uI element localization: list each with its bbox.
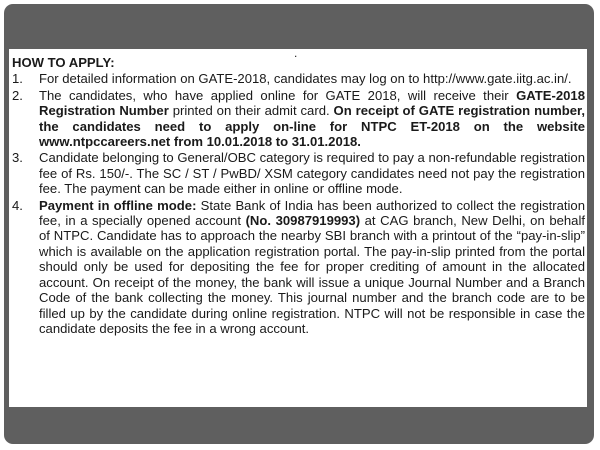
item-number: 1. [12, 71, 23, 87]
cropped-text-fragment: . [294, 49, 298, 60]
item-text: For detailed information on GATE-2018, candidates may log on to http://www.gate.iitg.ac.in/. [39, 71, 572, 87]
apply-online-notice: On receipt of GATE registration number, the candidates need to apply on-line for NTPC ET-2018 on the website www.ntpccareers.net from 10.01.2018 to 31.01.2018. [39, 103, 586, 150]
item-number: 4. [12, 197, 23, 213]
list-item [12, 198, 585, 337]
item-text: printed on their admit card. [168, 103, 334, 119]
item-text: Candidate belonging to General/OBC category is required to pay a non-refundable registration fee of Rs. 150/-. The SC / ST / PwBD/ XSM category candidates need not pay the registration fee. The payment can be made either in online or offline mode. [39, 150, 585, 197]
item-text: The candidates, who have applied online for GATE 2018, will receive their [39, 87, 517, 103]
list-item [12, 88, 585, 150]
account-number: (No. 30987919993) [245, 213, 361, 229]
document-content [12, 55, 585, 337]
list-item [12, 71, 585, 86]
item-text: State Bank of India has been authorized to collect the registration fee, in a specially opened account [39, 197, 585, 229]
list-item [12, 150, 585, 196]
registration-number-phrase: GATE-2018 Registration Number [39, 87, 585, 119]
document-page [9, 49, 587, 407]
item-number: 3. [12, 150, 23, 166]
instruction-list [12, 71, 585, 336]
image-viewer-frame [4, 4, 594, 444]
offline-payment-label: Payment in offline mode: [39, 197, 197, 213]
section-heading: HOW TO APPLY: [12, 55, 115, 70]
item-number: 2. [12, 87, 23, 103]
item-text: at CAG branch, New Delhi, on behalf of NTPC. Candidate has to approach the nearby SBI branch with a printout of the “pay-in-slip” which is available on the application registration portal. The pay-in-slip printed from the portal should only be used for depositing the fee for proper crediting of amount in the allocated account. On receipt of the money, the bank will issue a unique Journal Number and a Branch Code of the bank collecting the money. This journal number and the branch code are to be filled up by the candidate during online registration. NTPC will not be responsible in case the candidate deposits the fee in a wrong account. [39, 213, 585, 336]
